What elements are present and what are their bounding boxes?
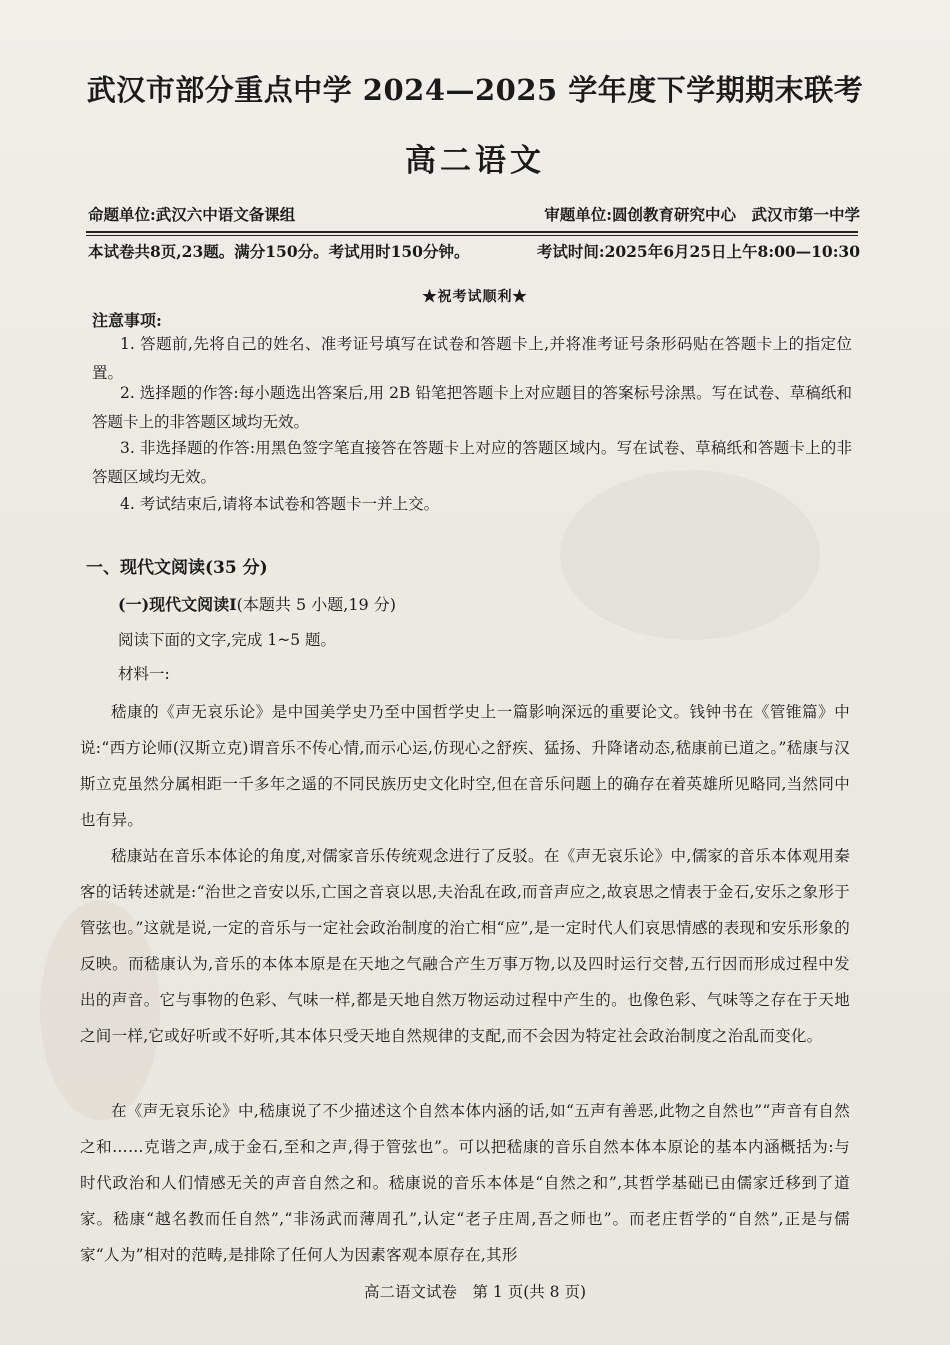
subsection-title: (一)现代文阅读Ⅰ: [118, 595, 237, 614]
material-label: 材料一:: [118, 665, 170, 683]
exam-info-text: 本试卷共8页,23题。满分150分。考试用时150分钟。: [88, 242, 470, 261]
notice-item: 1. 答题前,先将自己的姓名、准考证号填写在试卷和答题卡上,并将准考证号条形码贴在答题卡上的指定位置。: [92, 335, 852, 382]
notice-item: 2. 选择题的作答:每小题选出答案后,用 2B 铅笔把答题卡上对应题目的答案标号涂黑。写在试卷、草稿纸和答题卡上的非答题区域均无效。: [92, 384, 852, 431]
blessing-text: ★祝考试顺利★: [422, 289, 528, 305]
header-divider: [86, 231, 858, 233]
reading-instruction: 阅读下面的文字,完成 1~5 题。: [118, 631, 336, 649]
reviewer-text: 审题单位:圆创教育研究中心 武汉市第一中学: [544, 205, 860, 224]
notice-item: 3. 非选择题的作答:用黑色签字笔直接答在答题卡上对应的答题区域内。写在试卷、草稿纸和答题卡上的非答题区域均无效。: [92, 439, 852, 486]
header-divider-thin: [86, 235, 858, 236]
section-heading: 一、现代文阅读(35 分): [86, 558, 268, 578]
subsection-heading: [118, 592, 396, 615]
exam-title: 武汉市部分重点中学 2024—2025 学年度下学期期末联考: [86, 73, 864, 107]
notice-heading: 注意事项:: [92, 311, 162, 330]
exam-subject: 高二语文: [405, 143, 545, 179]
material-paragraph: 在《声无哀乐论》中,嵇康说了不少描述这个自然本体内涵的话,如“五声有善恶,此物之自然也”“声音有自然之和……克谐之声,成于金石,至和之声,得于管弦也”。可以把嵇康的音乐自然本体本原论的基本内涵概括为:与时代政治和人们情感无关的声音自然之和。嵇康说的音乐本体是“自然之和”,其哲学基础已由儒家迁移到了道家。嵇康“越名教而任自然”,“非汤武而薄周孔”,认定“老子庄周,吾之师也”。而老庄哲学的“自然”,正是与儒家“人为”相对的范畴,是排除了任何人为因素客观本原存在,其形: [80, 1102, 850, 1264]
material-paragraph: 嵇康的《声无哀乐论》是中国美学史乃至中国哲学史上一篇影响深远的重要论文。钱钟书在《管锥篇》中说:“西方论师(汉斯立克)谓音乐不传心情,而示心运,仿现心之舒疾、猛扬、升降诸动态,嵇康前已道之。”嵇康与汉斯立克虽然分属相距一千多年之遥的不同民族历史文化时空,但在音乐问题上的确存在着英雄所见略同,当然同中也有异。: [80, 703, 850, 829]
exam-time-text: 考试时间:2025年6月25日上午8:00—10:30: [536, 242, 860, 261]
material-paragraph: 嵇康站在音乐本体论的角度,对儒家音乐传统观念进行了反驳。在《声无哀乐论》中,儒家的音乐本体观用秦客的话转述就是:“治世之音安以乐,亡国之音哀以思,夫治乱在政,而音声应之,故哀思之情表于金石,安乐之象形于管弦也。”这就是说,一定的音乐与一定社会政治制度的治亡相“应”,是一定时代人们哀思情感的表现和安乐形象的反映。而嵇康认为,音乐的本体本原是在天地之气融合产生万事万物,以及四时运行交替,五行因而形成过程中发出的声音。它与事物的色彩、气味一样,都是天地自然万物运动过程中产生的。也像色彩、气味等之存在于天地之间一样,它或好听或不好听,其本体只受天地自然规律的支配,而不会因为特定社会政治制度之治乱而变化。: [80, 847, 850, 1045]
subsection-note: (本题共 5 小题,19 分): [236, 595, 397, 614]
proposer-row: [88, 203, 860, 225]
proposer-text: 命题单位:武汉六中语文备课组: [88, 205, 296, 224]
page-footer: 高二语文试卷 第 1 页(共 8 页): [363, 1283, 587, 1301]
notice-item: 4. 考试结束后,请将本试卷和答题卡一并上交。: [120, 495, 440, 513]
exam-info-row: [88, 240, 860, 262]
